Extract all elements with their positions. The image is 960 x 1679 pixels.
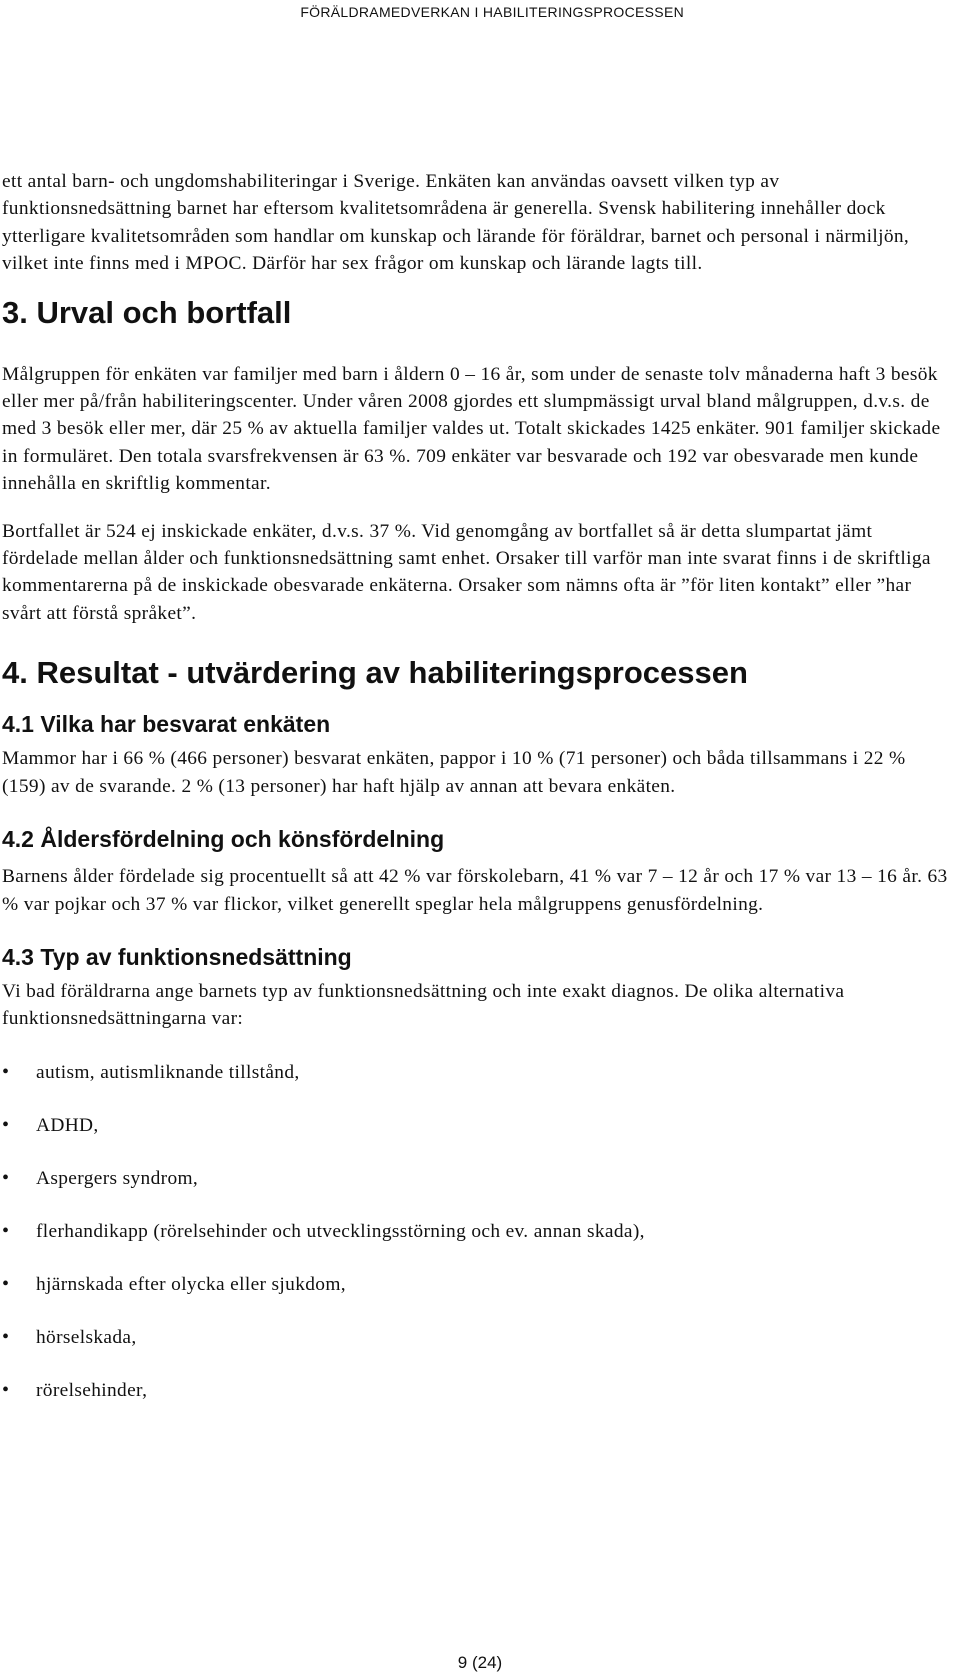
list-item [2,1112,950,1139]
intro-paragraph: ett antal barn- och ungdomshabiliteringar i Sverige. Enkäten kan användas oavsett vilken typ av funktionsnedsättning barnet har eftersom kvalitetsområdena är generella. Svensk habilitering innehåller dock ytterligare kvalitetsområden som handlar om kunskap och lärande för föräldrar, barnet och personal i närmiljön, vilket inte finns med i MPOC. Därför har sex frågor om kunskap och lärande lagts till. [2,171,910,275]
bullet-icon: • [2,1219,10,1242]
bullet-icon: • [2,1113,10,1136]
section-4-2-paragraph: Barnens ålder fördelade sig procentuellt så att 42 % var förskolebarn, 41 % var 7 – 12 år och 17 % var 13 – 16 år. 63 % var pojkar och 37 % var flickor, vilket generellt speglar hela målgruppens genusfördelning. [2,866,948,915]
bullet-icon: • [2,1272,10,1295]
section-4-heading: 4. Resultat - utvärdering av habiliteringsprocessen [2,655,748,691]
list-item [2,1377,950,1404]
list-item [2,1271,950,1298]
list-item-text: ADHD, [36,1114,99,1136]
list-item-text: flerhandikapp (rörelsehinder och utvecklingsstörning och ev. annan skada), [36,1220,645,1242]
section-3-paragraph-2: Bortfallet är 524 ej inskickade enkäter, d.v.s. 37 %. Vid genomgång av bortfallet så är detta slumpartat jämt fördelade mellan ålder och funktionsnedsättning samt enhet. Orsaker till varför man inte svarat finns i de skriftliga kommentarerna på de inskickade obesvarade enkäterna. Orsaker som nämns ofta är ”för liten kontakt” eller ”har svårt att förstå språket”. [2,520,931,624]
list-item-text: Aspergers syndrom, [36,1167,199,1189]
bullet-icon: • [2,1325,10,1348]
section-4-3-heading: 4.3 Typ av funktionsnedsättning [2,943,352,970]
section-4-1-paragraph: Mammor har i 66 % (466 personer) besvarat enkäten, pappor i 10 % (71 personer) och båda tillsammans i 22 % (159) av de svarande. 2 % (13 personer) har haft hjälp av annan att bevara enkäten. [2,748,906,797]
page-number: 9 (24) [457,1653,503,1672]
bullet-icon: • [2,1166,10,1189]
section-3-heading: 3. Urval och bortfall [2,294,292,330]
disability-type-list [2,1059,950,1404]
document-body [2,168,950,1430]
section-4-1-heading: 4.1 Vilka har besvarat enkäten [2,711,331,738]
section-3-paragraph-1: Målgruppen för enkäten var familjer med barn i åldern 0 – 16 år, som under de senaste tolv månaderna haft 3 besök eller mer på/från habiliteringscenter. Under våren 2008 gjordes ett slumpmässigt urval bland målgruppen, d.v.s. de med 3 besök eller mer, där 25 % av aktuella familjer valdes ut. Totalt skickades 1425 enkäter. 901 familjer skickade in formuläret. Den totala svarsfrekvensen är 63 %. 709 enkäter var besvarade och 192 var obesvarade men kunde innehålla en skriftlig kommentar. [2,363,941,495]
list-item-text: autism, autismliknande tillstånd, [36,1061,300,1083]
section-4-3-paragraph: Vi bad föräldrarna ange barnets typ av funktionsnedsättning och inte exakt diagnos. De olika alternativa funktionsnedsättningarna var: [2,980,845,1030]
list-item [2,1218,950,1245]
list-item [2,1059,950,1086]
section-4-2-heading: 4.2 Åldersfördelning och könsfördelning [2,826,445,853]
list-item [2,1324,950,1351]
running-header: FÖRÄLDRAMEDVERKAN I HABILITERINGSPROCESSEN [300,4,684,20]
bullet-icon: • [2,1060,10,1083]
list-item-text: hjärnskada efter olycka eller sjukdom, [36,1273,346,1295]
bullet-icon: • [2,1378,10,1401]
list-item [2,1165,950,1192]
list-item-text: hörselskada, [36,1326,137,1348]
list-item-text: rörelsehinder, [36,1379,148,1401]
